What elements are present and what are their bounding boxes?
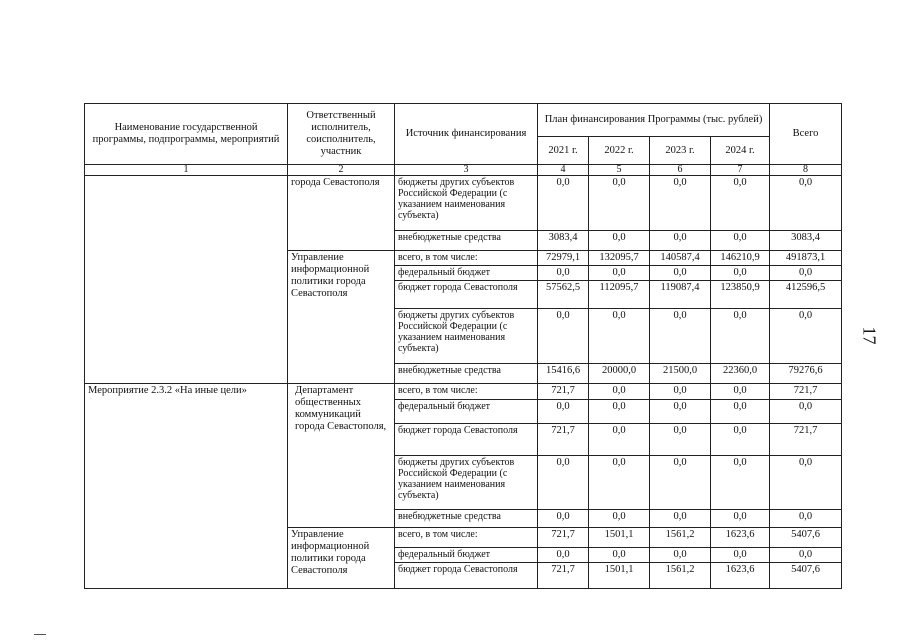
value-cell: 3083,4 bbox=[770, 231, 842, 251]
value-cell: 15416,6 bbox=[538, 364, 589, 384]
value-cell: 0,0 bbox=[650, 266, 711, 281]
value-cell: 0,0 bbox=[589, 176, 650, 231]
header-source: Источник финансирования bbox=[395, 104, 538, 165]
col-number: 2 bbox=[288, 165, 395, 176]
value-cell: 0,0 bbox=[650, 176, 711, 231]
value-cell: 0,0 bbox=[589, 309, 650, 364]
value-cell: 123850,9 bbox=[711, 281, 770, 309]
source-other: бюджеты других субъектов Российской Федерации (с указанием наименования субъекта) bbox=[395, 309, 538, 364]
source-extra: внебюджетные средства bbox=[395, 510, 538, 528]
header-program-name: Наименование государственной программы, подпрограммы, мероприятий bbox=[85, 104, 288, 165]
source-extra: внебюджетные средства bbox=[395, 231, 538, 251]
col-number: 5 bbox=[589, 165, 650, 176]
value-cell: 721,7 bbox=[538, 563, 589, 589]
value-cell: 0,0 bbox=[650, 231, 711, 251]
header-year-2024: 2024 г. bbox=[711, 137, 770, 165]
value-cell: 0,0 bbox=[589, 424, 650, 456]
source-federal: федеральный бюджет bbox=[395, 548, 538, 563]
value-cell: 0,0 bbox=[770, 309, 842, 364]
value-cell: 0,0 bbox=[538, 266, 589, 281]
source-city: бюджет города Севастополя bbox=[395, 424, 538, 456]
value-cell: 79276,6 bbox=[770, 364, 842, 384]
col-number: 1 bbox=[85, 165, 288, 176]
value-cell: 721,7 bbox=[538, 528, 589, 548]
value-cell: 57562,5 bbox=[538, 281, 589, 309]
value-cell: 112095,7 bbox=[589, 281, 650, 309]
value-cell: 140587,4 bbox=[650, 251, 711, 266]
value-cell: 0,0 bbox=[538, 456, 589, 510]
value-cell: 0,0 bbox=[711, 400, 770, 424]
value-cell: 721,7 bbox=[770, 384, 842, 400]
source-total: всего, в том числе: bbox=[395, 251, 538, 266]
value-cell: 0,0 bbox=[589, 384, 650, 400]
col-number: 6 bbox=[650, 165, 711, 176]
header-plan: План финансирования Программы (тыс. рублей) bbox=[538, 104, 770, 137]
value-cell: 0,0 bbox=[589, 548, 650, 563]
activity-name: Мероприятие 2.3.2 «На иные цели» bbox=[85, 384, 288, 589]
value-cell: 0,0 bbox=[711, 176, 770, 231]
value-cell: 1501,1 bbox=[589, 528, 650, 548]
value-cell: 119087,4 bbox=[650, 281, 711, 309]
value-cell: 0,0 bbox=[711, 231, 770, 251]
value-cell: 0,0 bbox=[538, 548, 589, 563]
value-cell: 0,0 bbox=[650, 424, 711, 456]
value-cell: 0,0 bbox=[711, 424, 770, 456]
value-cell: 0,0 bbox=[589, 266, 650, 281]
executor-cell: Управление информационной политики города Севастополя bbox=[288, 251, 395, 384]
source-total: всего, в том числе: bbox=[395, 384, 538, 400]
value-cell: 1623,6 bbox=[711, 528, 770, 548]
value-cell: 0,0 bbox=[770, 456, 842, 510]
value-cell: 0,0 bbox=[711, 266, 770, 281]
value-cell: 0,0 bbox=[711, 309, 770, 364]
value-cell: 491873,1 bbox=[770, 251, 842, 266]
value-cell: 721,7 bbox=[538, 384, 589, 400]
source-federal: федеральный бюджет bbox=[395, 266, 538, 281]
value-cell: 0,0 bbox=[770, 548, 842, 563]
value-cell: 132095,7 bbox=[589, 251, 650, 266]
value-cell: 0,0 bbox=[770, 400, 842, 424]
value-cell: 1501,1 bbox=[589, 563, 650, 589]
financing-table bbox=[84, 103, 842, 589]
value-cell: 721,7 bbox=[538, 424, 589, 456]
col-number: 7 bbox=[711, 165, 770, 176]
header-year-2023: 2023 г. bbox=[650, 137, 711, 165]
source-city: бюджет города Севастополя bbox=[395, 563, 538, 589]
value-cell: 20000,0 bbox=[589, 364, 650, 384]
value-cell: 0,0 bbox=[538, 510, 589, 528]
value-cell: 1561,2 bbox=[650, 563, 711, 589]
value-cell: 0,0 bbox=[538, 309, 589, 364]
col-number: 4 bbox=[538, 165, 589, 176]
value-cell: 0,0 bbox=[650, 510, 711, 528]
source-federal: федеральный бюджет bbox=[395, 400, 538, 424]
header-year-2022: 2022 г. bbox=[589, 137, 650, 165]
value-cell: 0,0 bbox=[711, 384, 770, 400]
header-total: Всего bbox=[770, 104, 842, 165]
source-city: бюджет города Севастополя bbox=[395, 281, 538, 309]
value-cell: 3083,4 bbox=[538, 231, 589, 251]
value-cell: 0,0 bbox=[650, 456, 711, 510]
source-other: бюджеты других субъектов Российской Федерации (с указанием наименования субъекта) bbox=[395, 176, 538, 231]
value-cell: 0,0 bbox=[589, 400, 650, 424]
source-extra: внебюджетные средства bbox=[395, 364, 538, 384]
value-cell: 1623,6 bbox=[711, 563, 770, 589]
header-executor: Ответственный исполнитель, соисполнитель, участник bbox=[288, 104, 395, 165]
value-cell: 0,0 bbox=[650, 548, 711, 563]
page-number: 17 bbox=[859, 326, 880, 345]
value-cell: 412596,5 bbox=[770, 281, 842, 309]
value-cell: 0,0 bbox=[770, 510, 842, 528]
value-cell: 0,0 bbox=[711, 456, 770, 510]
program-name-cell bbox=[85, 176, 288, 384]
source-total: всего, в том числе: bbox=[395, 528, 538, 548]
value-cell: 0,0 bbox=[589, 231, 650, 251]
executor-cell: Департамент общественных коммуникаций города Севастополя, bbox=[288, 384, 395, 528]
value-cell: 0,0 bbox=[650, 309, 711, 364]
scan-mark bbox=[34, 634, 46, 635]
value-cell: 21500,0 bbox=[650, 364, 711, 384]
executor-cell: Управление информационной политики города Севастополя bbox=[288, 528, 395, 589]
value-cell: 0,0 bbox=[711, 548, 770, 563]
col-number: 8 bbox=[770, 165, 842, 176]
col-number: 3 bbox=[395, 165, 538, 176]
value-cell: 1561,2 bbox=[650, 528, 711, 548]
value-cell: 0,0 bbox=[650, 384, 711, 400]
value-cell: 0,0 bbox=[538, 176, 589, 231]
value-cell: 22360,0 bbox=[711, 364, 770, 384]
value-cell: 721,7 bbox=[770, 424, 842, 456]
value-cell: 0,0 bbox=[589, 510, 650, 528]
value-cell: 0,0 bbox=[711, 510, 770, 528]
value-cell: 0,0 bbox=[650, 400, 711, 424]
value-cell: 72979,1 bbox=[538, 251, 589, 266]
value-cell: 0,0 bbox=[538, 400, 589, 424]
value-cell: 0,0 bbox=[589, 456, 650, 510]
executor-cell: города Севастополя bbox=[288, 176, 395, 251]
value-cell: 146210,9 bbox=[711, 251, 770, 266]
value-cell: 0,0 bbox=[770, 266, 842, 281]
header-year-2021: 2021 г. bbox=[538, 137, 589, 165]
value-cell: 0,0 bbox=[770, 176, 842, 231]
value-cell: 5407,6 bbox=[770, 563, 842, 589]
source-other: бюджеты других субъектов Российской Федерации (с указанием наименования субъекта) bbox=[395, 456, 538, 510]
value-cell: 5407,6 bbox=[770, 528, 842, 548]
